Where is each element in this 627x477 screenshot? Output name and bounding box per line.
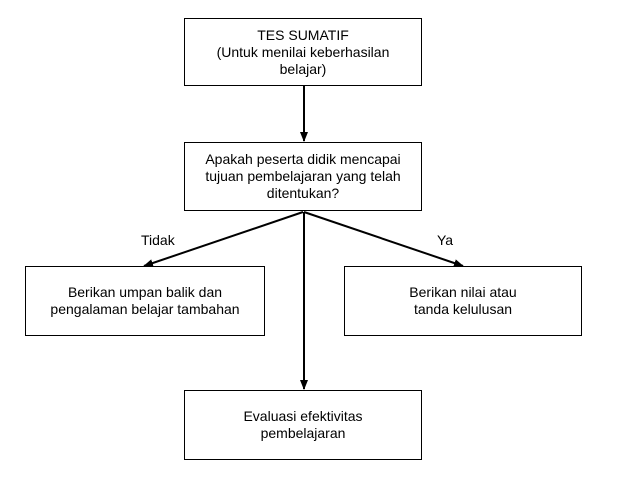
edge-label-no: Tidak (141, 232, 175, 248)
node-evaluation (184, 390, 422, 460)
node-grade (344, 266, 582, 336)
node-grade-text: tanda kelulusan (413, 301, 513, 317)
node-tes-sumatif (184, 18, 422, 86)
node-feedback (25, 266, 265, 336)
node-evaluation-text: Evaluasi efektivitas (243, 408, 363, 424)
node-tes-sumatif-title: TES SUMATIF (257, 26, 349, 43)
node-grade-text: Berikan nilai atau (409, 284, 517, 300)
node-tes-sumatif-text: (Untuk menilai keberhasilan (216, 43, 390, 60)
node-feedback-text: Berikan umpan balik dan (67, 284, 223, 300)
node-decision-question (184, 142, 422, 211)
node-evaluation-text: pembelajaran (260, 425, 346, 441)
edge-label-yes: Ya (437, 232, 454, 248)
node-feedback-text: pengalaman belajar tambahan (50, 301, 240, 317)
node-decision-question-text: Apakah peserta didik mencapai (205, 151, 401, 167)
node-decision-question-text: ditentukan? (266, 185, 340, 201)
node-tes-sumatif-text: belajar) (279, 60, 327, 77)
node-decision-question-text: tujuan pembelajaran yang telah (205, 168, 401, 184)
